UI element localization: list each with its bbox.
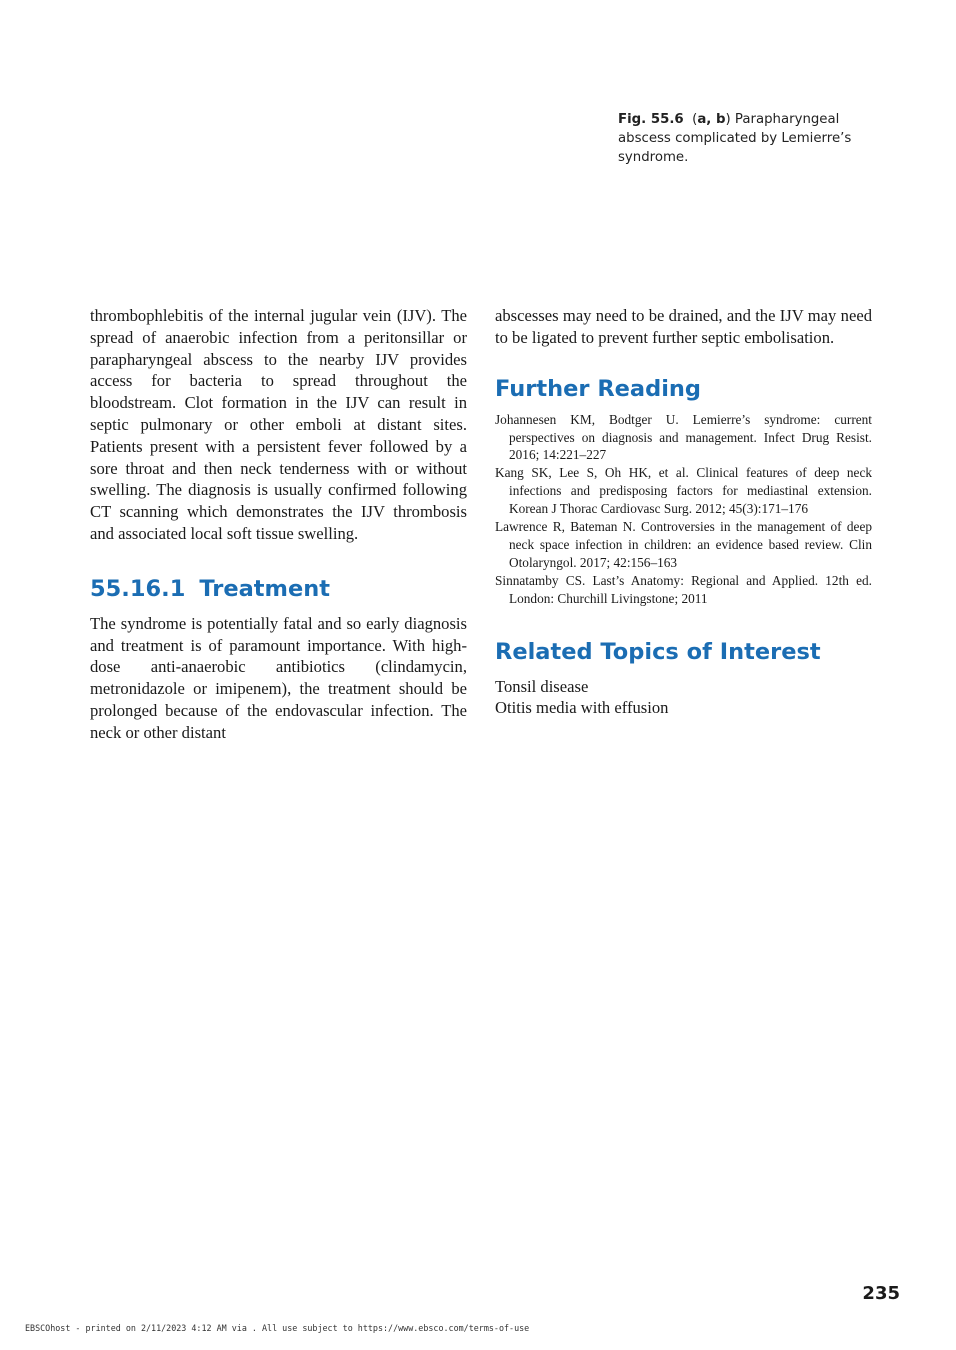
related-topic-item: Tonsil disease — [495, 676, 589, 696]
figure-label: Fig. 55.6 — [618, 112, 684, 127]
section-title: Treatment — [199, 575, 331, 602]
body-paragraph: thrombophlebitis of the internal jugular vein (IJV). The spread of anaerobic infection from a peritonsillar or parapharyngeal abscess to the nearby IJV provides access for bacteria to spread throughout the bloodstream. Clot formation in the IJV can result in septic pulmonary or other emboli at distant sites. Patients present with a persistent fever followed by a sore throat and then neck tenderness with or without swelling. The diagnosis is usually confirmed following CT scanning which demonstrates the IJV thrombosis and associated local soft tissue swelling. — [90, 306, 467, 543]
related-topic-item: Otitis media with effusion — [495, 698, 669, 718]
figure-panels: a, b — [697, 112, 726, 127]
body-paragraph: The syndrome is potentially fatal and so early diagnosis and treatment is of paramount importance. With high-dose anti-anaerobic antibiotics (clindamycin, metronidazole or imipenem), the treatment should be prolonged because of the endovascular infection. The neck or other distant — [90, 613, 467, 742]
reference-item: Sinnatamby CS. Last’s Anatomy: Regional and Applied. 12th ed. London: Churchill Livingstone; 2011 — [495, 572, 872, 606]
reference-item: Kang SK, Lee S, Oh HK, et al. Clinical features of deep neck infections and predisposing factors for mediastinal extension. Korean J Thorac Cardiovasc Surg. 2012; 45(3):171–176 — [495, 465, 872, 517]
figure-caption-text: Parapharyngeal abscess complicated by Lemierre’s syndrome. — [618, 112, 852, 165]
page-number: 235 — [862, 1283, 900, 1304]
left-column — [90, 305, 467, 744]
reference-list — [495, 411, 872, 608]
related-topics-list — [495, 676, 872, 719]
figure-caption: Fig. 55.6 (a, b) Parapharyngeal abscess complicated by Lemierre’s syndrome. — [618, 112, 852, 165]
reference-item: Johannesen KM, Bodtger U. Lemierre’s syndrome: current perspectives on diagnosis and management. Infect Drug Resist. 2016; 14:221–227 — [495, 411, 872, 463]
section-number: 55.16.1 — [90, 575, 186, 602]
related-topics-heading: Related Topics of Interest — [495, 638, 821, 665]
further-reading-heading: Further Reading — [495, 375, 702, 402]
footer-notice: EBSCOhost - printed on 2/11/2023 4:12 AM via . All use subject to https://www.ebsco.com/terms-of-use — [25, 1323, 530, 1333]
body-paragraph: abscesses may need to be drained, and the IJV may need to be ligated to prevent further septic embolisation. — [495, 306, 872, 347]
reference-item: Lawrence R, Bateman N. Controversies in the management of deep neck space infection in children: an evidence based review. Clin Otolaryngol. 2017; 42:156–163 — [495, 519, 872, 570]
section-heading-treatment — [90, 575, 467, 603]
right-column — [495, 305, 872, 719]
